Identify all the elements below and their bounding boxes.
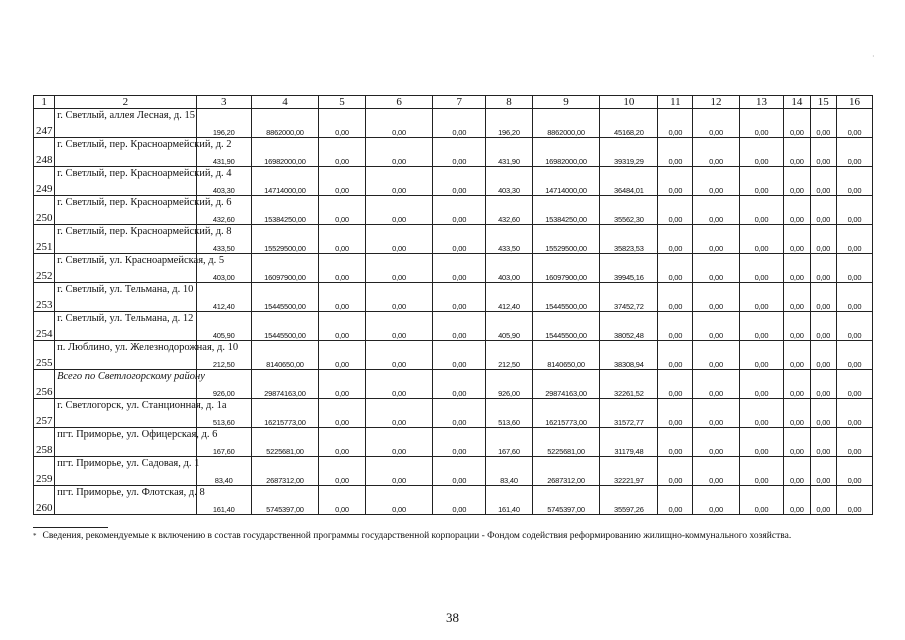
row-number: 247 — [34, 109, 55, 138]
value-cell: 431,90 — [486, 138, 532, 167]
address-cell: г. Светлый, пер. Красноармейский, д. 4 — [55, 167, 197, 196]
value-cell: 0,00 — [836, 225, 872, 254]
row-number: 255 — [34, 341, 55, 370]
value-cell: 0,00 — [658, 457, 693, 486]
value-cell: 5745397,00 — [251, 486, 319, 515]
value-cell: 513,60 — [486, 399, 532, 428]
row-number: 253 — [34, 283, 55, 312]
column-header: 14 — [784, 96, 810, 109]
value-cell: 83,40 — [486, 457, 532, 486]
address-cell: пгт. Приморье, ул. Флотская, д. 8 — [55, 486, 197, 515]
value-cell: 0,00 — [658, 370, 693, 399]
footnote-text: Сведения, рекомендуемые к включению в состав государственной программы государственной корпорации - Фондом содействия реформированию жилищно-коммунального хозяйства. — [42, 531, 792, 541]
value-cell: 0,00 — [836, 457, 872, 486]
value-cell: 0,00 — [319, 312, 365, 341]
value-cell: 405,90 — [196, 312, 251, 341]
value-cell: 0,00 — [433, 283, 486, 312]
value-cell: 0,00 — [836, 254, 872, 283]
value-cell: 0,00 — [810, 167, 836, 196]
column-header: 12 — [693, 96, 739, 109]
value-cell: 0,00 — [784, 167, 810, 196]
value-cell: 16982000,00 — [532, 138, 600, 167]
row-number: 256 — [34, 370, 55, 399]
row-number: 259 — [34, 457, 55, 486]
value-cell: 0,00 — [365, 196, 433, 225]
value-cell: 0,00 — [693, 457, 739, 486]
value-cell: 0,00 — [739, 138, 783, 167]
value-cell: 0,00 — [658, 138, 693, 167]
value-cell: 0,00 — [836, 486, 872, 515]
value-cell: 0,00 — [693, 167, 739, 196]
value-cell: 16215773,00 — [532, 399, 600, 428]
value-cell: 0,00 — [658, 225, 693, 254]
value-cell: 16982000,00 — [251, 138, 319, 167]
value-cell: 14714000,00 — [532, 167, 600, 196]
value-cell: 0,00 — [319, 196, 365, 225]
table-row — [34, 109, 873, 138]
value-cell: 0,00 — [433, 486, 486, 515]
value-cell: 0,00 — [693, 138, 739, 167]
value-cell: 0,00 — [810, 486, 836, 515]
value-cell: 0,00 — [810, 457, 836, 486]
value-cell: 0,00 — [836, 109, 872, 138]
value-cell: 32261,52 — [600, 370, 658, 399]
value-cell: 0,00 — [693, 109, 739, 138]
row-number: 257 — [34, 399, 55, 428]
column-header: 13 — [739, 96, 783, 109]
value-cell: 0,00 — [810, 399, 836, 428]
column-header: 16 — [836, 96, 872, 109]
address-cell: г. Светлый, ул. Красноармейская, д. 5 — [55, 254, 197, 283]
value-cell: 15445500,00 — [251, 283, 319, 312]
table-row — [34, 370, 873, 399]
value-cell: 431,90 — [196, 138, 251, 167]
column-header: 15 — [810, 96, 836, 109]
value-cell: 0,00 — [365, 457, 433, 486]
value-cell: 161,40 — [486, 486, 532, 515]
value-cell: 8140650,00 — [532, 341, 600, 370]
value-cell: 412,40 — [486, 283, 532, 312]
value-cell: 15384250,00 — [251, 196, 319, 225]
value-cell: 0,00 — [658, 196, 693, 225]
value-cell: 35562,30 — [600, 196, 658, 225]
value-cell: 0,00 — [433, 167, 486, 196]
value-cell: 15384250,00 — [532, 196, 600, 225]
value-cell: 0,00 — [658, 428, 693, 457]
value-cell: 5225681,00 — [251, 428, 319, 457]
value-cell: 15445500,00 — [532, 312, 600, 341]
value-cell: 0,00 — [693, 283, 739, 312]
table-row — [34, 196, 873, 225]
column-header: 3 — [196, 96, 251, 109]
column-header: 2 — [55, 96, 197, 109]
table-row — [34, 399, 873, 428]
value-cell: 0,00 — [433, 341, 486, 370]
value-cell: 0,00 — [365, 254, 433, 283]
value-cell: 433,50 — [196, 225, 251, 254]
value-cell: 31572,77 — [600, 399, 658, 428]
value-cell: 32221,97 — [600, 457, 658, 486]
row-number: 252 — [34, 254, 55, 283]
value-cell: 0,00 — [693, 370, 739, 399]
table-row — [34, 457, 873, 486]
value-cell: 0,00 — [784, 196, 810, 225]
value-cell: 35823,53 — [600, 225, 658, 254]
table-row — [34, 312, 873, 341]
table-row — [34, 254, 873, 283]
row-number: 251 — [34, 225, 55, 254]
value-cell: 0,00 — [319, 167, 365, 196]
value-cell: 15445500,00 — [532, 283, 600, 312]
address-cell: г. Светлый, ул. Тельмана, д. 12 — [55, 312, 197, 341]
address-cell: п. Люблино, ул. Железнодорожная, д. 10 — [55, 341, 197, 370]
row-number: 254 — [34, 312, 55, 341]
value-cell: 0,00 — [319, 109, 365, 138]
value-cell: 2687312,00 — [532, 457, 600, 486]
value-cell: 167,60 — [196, 428, 251, 457]
value-cell: 0,00 — [810, 312, 836, 341]
value-cell: 0,00 — [784, 225, 810, 254]
value-cell: 0,00 — [365, 138, 433, 167]
address-cell: г. Светлый, пер. Красноармейский, д. 8 — [55, 225, 197, 254]
value-cell: 0,00 — [836, 370, 872, 399]
table-body — [34, 109, 873, 515]
table-header-row — [34, 96, 873, 109]
value-cell: 212,50 — [486, 341, 532, 370]
value-cell: 0,00 — [693, 341, 739, 370]
value-cell: 0,00 — [433, 312, 486, 341]
page-number: 38 — [446, 610, 459, 625]
value-cell: 0,00 — [739, 428, 783, 457]
value-cell: 0,00 — [365, 109, 433, 138]
value-cell: 432,60 — [486, 196, 532, 225]
address-cell: Всего по Светлогорскому району — [55, 370, 197, 399]
value-cell: 0,00 — [319, 428, 365, 457]
value-cell: 0,00 — [784, 428, 810, 457]
column-header: 8 — [486, 96, 532, 109]
value-cell: 35597,26 — [600, 486, 658, 515]
value-cell: 0,00 — [319, 283, 365, 312]
address-cell: г. Светлый, ул. Тельмана, д. 10 — [55, 283, 197, 312]
value-cell: 0,00 — [365, 341, 433, 370]
column-header: 11 — [658, 96, 693, 109]
value-cell: 0,00 — [739, 370, 783, 399]
value-cell: 0,00 — [739, 399, 783, 428]
value-cell: 0,00 — [693, 254, 739, 283]
value-cell: 2687312,00 — [251, 457, 319, 486]
column-header: 10 — [600, 96, 658, 109]
value-cell: 0,00 — [319, 457, 365, 486]
value-cell: 0,00 — [433, 399, 486, 428]
table-row — [34, 138, 873, 167]
value-cell: 0,00 — [433, 428, 486, 457]
value-cell: 0,00 — [433, 196, 486, 225]
value-cell: 0,00 — [319, 138, 365, 167]
value-cell: 0,00 — [810, 225, 836, 254]
value-cell: 0,00 — [810, 138, 836, 167]
value-cell: 0,00 — [836, 196, 872, 225]
value-cell: 0,00 — [784, 486, 810, 515]
row-number: 260 — [34, 486, 55, 515]
value-cell: 0,00 — [784, 457, 810, 486]
value-cell: 403,30 — [196, 167, 251, 196]
value-cell: 0,00 — [739, 486, 783, 515]
value-cell: 0,00 — [739, 254, 783, 283]
value-cell: 0,00 — [693, 486, 739, 515]
value-cell: 0,00 — [784, 370, 810, 399]
value-cell: 196,20 — [486, 109, 532, 138]
address-cell: г. Светлый, пер. Красноармейский, д. 6 — [55, 196, 197, 225]
value-cell: 0,00 — [365, 167, 433, 196]
value-cell: 0,00 — [365, 283, 433, 312]
value-cell: 412,40 — [196, 283, 251, 312]
value-cell: 0,00 — [784, 399, 810, 428]
value-cell: 0,00 — [836, 428, 872, 457]
value-cell: 0,00 — [319, 486, 365, 515]
table-row — [34, 283, 873, 312]
value-cell: 15529500,00 — [251, 225, 319, 254]
value-cell: 0,00 — [658, 399, 693, 428]
value-cell: 0,00 — [784, 109, 810, 138]
value-cell: 0,00 — [836, 399, 872, 428]
footnote — [33, 530, 868, 543]
value-cell: 0,00 — [810, 196, 836, 225]
value-cell: 0,00 — [739, 457, 783, 486]
value-cell: 0,00 — [810, 341, 836, 370]
value-cell: 0,00 — [810, 428, 836, 457]
value-cell: 0,00 — [810, 370, 836, 399]
value-cell: 39945,16 — [600, 254, 658, 283]
value-cell: 212,50 — [196, 341, 251, 370]
value-cell: 0,00 — [365, 486, 433, 515]
column-header: 4 — [251, 96, 319, 109]
value-cell: 83,40 — [196, 457, 251, 486]
footnote-divider — [33, 527, 108, 528]
value-cell: 5225681,00 — [532, 428, 600, 457]
address-cell: г. Светлый, пер. Красноармейский, д. 2 — [55, 138, 197, 167]
value-cell: 161,40 — [196, 486, 251, 515]
value-cell: 0,00 — [739, 312, 783, 341]
value-cell: 0,00 — [365, 370, 433, 399]
value-cell: 0,00 — [810, 109, 836, 138]
value-cell: 0,00 — [693, 428, 739, 457]
address-cell: г. Светлогорск, ул. Станционная, д. 1а — [55, 399, 197, 428]
value-cell: 0,00 — [433, 225, 486, 254]
value-cell: 0,00 — [784, 283, 810, 312]
value-cell: 0,00 — [810, 283, 836, 312]
value-cell: 0,00 — [693, 399, 739, 428]
address-cell: пгт. Приморье, ул. Офицерская, д. 6 — [55, 428, 197, 457]
value-cell: 0,00 — [784, 138, 810, 167]
column-header: 1 — [34, 96, 55, 109]
value-cell: 0,00 — [658, 283, 693, 312]
value-cell: 0,00 — [739, 283, 783, 312]
value-cell: 0,00 — [739, 196, 783, 225]
value-cell: 0,00 — [433, 109, 486, 138]
table-row — [34, 428, 873, 457]
value-cell: 0,00 — [836, 283, 872, 312]
value-cell: 0,00 — [319, 341, 365, 370]
row-number: 248 — [34, 138, 55, 167]
value-cell: 0,00 — [658, 312, 693, 341]
table-row — [34, 341, 873, 370]
row-number: 258 — [34, 428, 55, 457]
value-cell: 0,00 — [365, 399, 433, 428]
scan-dot: · — [872, 52, 875, 61]
value-cell: 8862000,00 — [251, 109, 319, 138]
value-cell: 15529500,00 — [532, 225, 600, 254]
value-cell: 0,00 — [658, 486, 693, 515]
value-cell: 0,00 — [365, 428, 433, 457]
value-cell: 29874163,00 — [251, 370, 319, 399]
column-header: 9 — [532, 96, 600, 109]
value-cell: 0,00 — [739, 225, 783, 254]
value-cell: 0,00 — [365, 312, 433, 341]
value-cell: 15445500,00 — [251, 312, 319, 341]
value-cell: 513,60 — [196, 399, 251, 428]
value-cell: 39319,29 — [600, 138, 658, 167]
value-cell: 0,00 — [739, 109, 783, 138]
value-cell: 0,00 — [739, 341, 783, 370]
value-cell: 29874163,00 — [532, 370, 600, 399]
value-cell: 0,00 — [319, 225, 365, 254]
column-header: 5 — [319, 96, 365, 109]
value-cell: 403,30 — [486, 167, 532, 196]
row-number: 249 — [34, 167, 55, 196]
value-cell: 0,00 — [319, 254, 365, 283]
value-cell: 403,00 — [196, 254, 251, 283]
value-cell: 0,00 — [319, 399, 365, 428]
value-cell: 0,00 — [693, 312, 739, 341]
value-cell: 432,60 — [196, 196, 251, 225]
address-cell: пгт. Приморье, ул. Садовая, д. 1 — [55, 457, 197, 486]
address-cell: г. Светлый, аллея Лесная, д. 15 — [55, 109, 197, 138]
value-cell: 0,00 — [658, 254, 693, 283]
value-cell: 0,00 — [836, 138, 872, 167]
value-cell: 0,00 — [319, 370, 365, 399]
value-cell: 926,00 — [486, 370, 532, 399]
row-number: 250 — [34, 196, 55, 225]
value-cell: 0,00 — [433, 370, 486, 399]
value-cell: 0,00 — [784, 341, 810, 370]
value-cell: 45168,20 — [600, 109, 658, 138]
value-cell: 403,00 — [486, 254, 532, 283]
value-cell: 0,00 — [658, 341, 693, 370]
value-cell: 926,00 — [196, 370, 251, 399]
value-cell: 0,00 — [784, 254, 810, 283]
value-cell: 5745397,00 — [532, 486, 600, 515]
value-cell: 0,00 — [739, 167, 783, 196]
value-cell: 36484,01 — [600, 167, 658, 196]
value-cell: 8140650,00 — [251, 341, 319, 370]
value-cell: 16097900,00 — [251, 254, 319, 283]
value-cell: 0,00 — [433, 457, 486, 486]
value-cell: 0,00 — [836, 312, 872, 341]
value-cell: 38052,48 — [600, 312, 658, 341]
value-cell: 0,00 — [658, 167, 693, 196]
value-cell: 0,00 — [433, 254, 486, 283]
footnote-mark: * — [33, 532, 37, 540]
value-cell: 0,00 — [693, 225, 739, 254]
column-header: 7 — [433, 96, 486, 109]
table-row — [34, 167, 873, 196]
value-cell: 167,60 — [486, 428, 532, 457]
value-cell: 8862000,00 — [532, 109, 600, 138]
column-header: 6 — [365, 96, 433, 109]
value-cell: 16097900,00 — [532, 254, 600, 283]
value-cell: 0,00 — [810, 254, 836, 283]
value-cell: 38308,94 — [600, 341, 658, 370]
table-row — [34, 225, 873, 254]
value-cell: 196,20 — [196, 109, 251, 138]
value-cell: 37452,72 — [600, 283, 658, 312]
value-cell: 405,90 — [486, 312, 532, 341]
value-cell: 0,00 — [836, 341, 872, 370]
value-cell: 31179,48 — [600, 428, 658, 457]
value-cell: 0,00 — [784, 312, 810, 341]
table-row — [34, 486, 873, 515]
housing-register-table — [33, 95, 873, 515]
value-cell: 0,00 — [365, 225, 433, 254]
value-cell: 0,00 — [836, 167, 872, 196]
value-cell: 16215773,00 — [251, 399, 319, 428]
value-cell: 433,50 — [486, 225, 532, 254]
value-cell: 0,00 — [658, 109, 693, 138]
value-cell: 0,00 — [693, 196, 739, 225]
value-cell: 0,00 — [433, 138, 486, 167]
value-cell: 14714000,00 — [251, 167, 319, 196]
